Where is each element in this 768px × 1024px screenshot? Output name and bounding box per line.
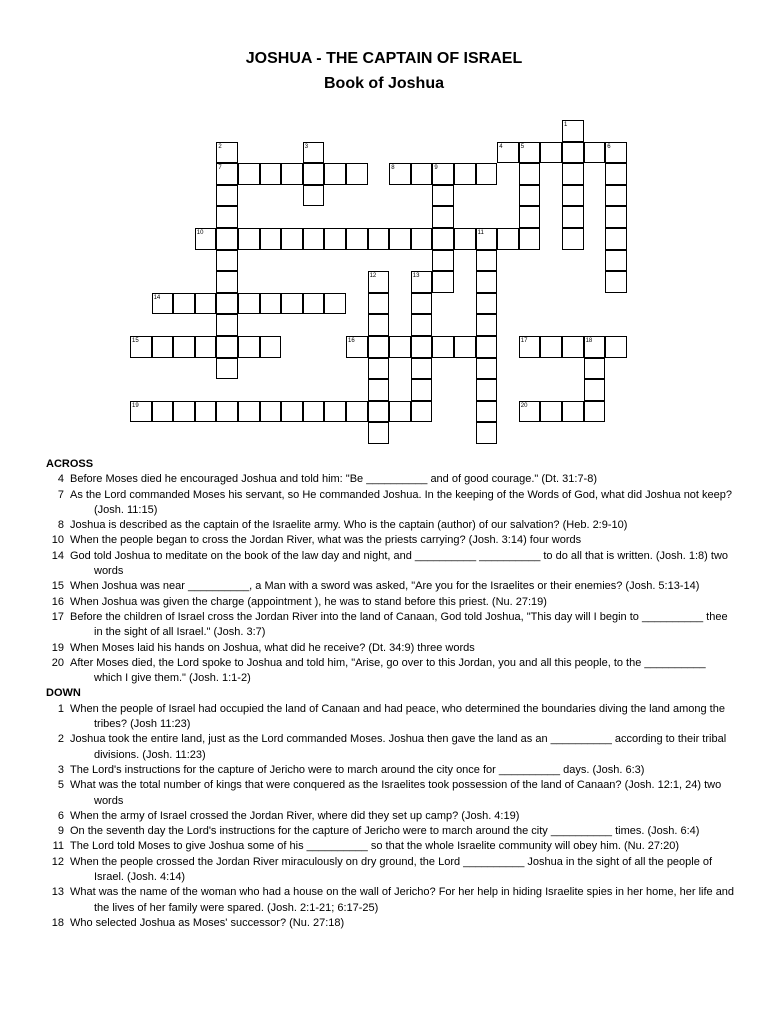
grid-cell[interactable] — [562, 185, 584, 207]
grid-cell[interactable] — [216, 250, 238, 272]
clue-text: Joshua is described as the captain of the Israelite army. Who is the captain (author) of our salvation? (Heb. 2:9-10) — [70, 519, 628, 532]
grid-number: 4 — [499, 143, 503, 150]
grid-cell[interactable] — [454, 228, 476, 250]
across-clue — [46, 641, 736, 656]
clue-text: After Moses died, the Lord spoke to Joshua and told him, "Arise, go over to this Jordan, you and all this people, to the __________ which I give them." (Josh. 1:1-2) — [70, 656, 706, 685]
grid-cell[interactable] — [324, 401, 346, 423]
grid-cell[interactable] — [389, 401, 411, 423]
grid-cell[interactable] — [432, 185, 454, 207]
down-clue — [46, 839, 736, 854]
grid-cell[interactable] — [476, 336, 498, 358]
grid-number: 6 — [607, 143, 611, 150]
grid-cell[interactable] — [411, 228, 433, 250]
grid-cell[interactable] — [368, 293, 390, 315]
grid-cell[interactable] — [454, 163, 476, 185]
grid-cell[interactable] — [216, 228, 238, 250]
grid-cell[interactable] — [540, 336, 562, 358]
grid-number: 15 — [132, 338, 139, 344]
grid-cell[interactable] — [324, 228, 346, 250]
grid-cell[interactable] — [303, 228, 325, 250]
grid-cell[interactable] — [476, 422, 498, 444]
grid-cell[interactable] — [605, 271, 627, 293]
grid-cell[interactable] — [324, 293, 346, 315]
grid-cell[interactable] — [476, 314, 498, 336]
grid-cell[interactable] — [562, 163, 584, 185]
grid-cell[interactable] — [519, 163, 541, 185]
grid-cell[interactable] — [605, 185, 627, 207]
grid-number: 3 — [304, 143, 309, 150]
clue-number: 20 — [51, 656, 64, 669]
grid-cell[interactable] — [389, 336, 411, 358]
grid-cell[interactable] — [584, 358, 606, 380]
grid-cell[interactable] — [605, 336, 627, 358]
across-clue — [46, 579, 736, 594]
grid-cell[interactable] — [260, 336, 282, 358]
grid-cell[interactable] — [368, 379, 390, 401]
clue-text: Joshua took the entire land, just as the Lord commanded Moses. Joshua then gave the land as an __________ according to their tribal divisions. (Josh. 11:23) — [70, 733, 727, 761]
across-clue — [46, 488, 736, 519]
grid-cell[interactable] — [216, 358, 238, 380]
grid-cell[interactable] — [260, 293, 282, 315]
grid-cell[interactable] — [368, 336, 390, 358]
crossword-grid — [0, 0, 768, 460]
clue-number: 9 — [57, 825, 64, 838]
grid-cell[interactable] — [432, 336, 454, 358]
grid-cell[interactable] — [584, 379, 606, 401]
grid-cell[interactable] — [195, 336, 217, 358]
clue-number: 3 — [57, 763, 64, 776]
grid-cell[interactable] — [238, 293, 260, 315]
across-clue — [46, 472, 736, 487]
grid-cell[interactable] — [562, 401, 584, 423]
grid-number: 7 — [218, 165, 222, 172]
grid-cell[interactable] — [605, 228, 627, 250]
grid-cell[interactable] — [540, 142, 562, 164]
grid-cell[interactable] — [519, 185, 541, 207]
grid-cell[interactable] — [519, 206, 541, 228]
grid-cell[interactable] — [432, 250, 454, 272]
clue-number: 13 — [51, 886, 64, 899]
clue-number: 1 — [57, 702, 64, 715]
grid-cell[interactable] — [368, 358, 390, 380]
clue-number: 10 — [51, 534, 64, 547]
grid-cell[interactable] — [497, 228, 519, 250]
clue-number: 2 — [57, 733, 64, 746]
across-heading: ACROSS — [46, 458, 94, 470]
clue-number: 7 — [57, 488, 64, 501]
clue-number: 16 — [51, 595, 64, 608]
clue-text: When the people crossed the Jordan River miraculously on dry ground, the Lord __________ Joshua in the sight of all the people of Israel. (Josh. 4:14) — [70, 855, 713, 884]
clue-number: 18 — [51, 916, 64, 929]
grid-number: 18 — [585, 338, 593, 344]
across-clue — [46, 533, 736, 548]
grid-cell[interactable] — [173, 336, 195, 358]
grid-cell[interactable] — [368, 314, 390, 336]
down-clue — [46, 916, 736, 931]
grid-cell[interactable] — [195, 293, 217, 315]
grid-number: 12 — [369, 273, 377, 280]
grid-cell[interactable] — [216, 401, 238, 423]
page-title: JOSHUA - THE CAPTAIN OF ISRAEL — [245, 50, 523, 67]
grid-cell[interactable] — [411, 293, 433, 315]
grid-cell[interactable] — [432, 206, 454, 228]
grid-number: 11 — [477, 230, 484, 236]
grid-cell[interactable] — [281, 163, 303, 185]
down-clue — [46, 702, 736, 733]
grid-cell[interactable] — [238, 401, 260, 423]
grid-cell[interactable] — [260, 228, 282, 250]
grid-cell[interactable] — [238, 163, 260, 185]
grid-cell[interactable] — [281, 228, 303, 250]
down-clue — [46, 778, 736, 809]
clue-text: Who selected Joshua as Moses' successor? (Nu. 27:18) — [70, 916, 345, 929]
grid-cell[interactable] — [584, 142, 606, 164]
clue-text: On the seventh day the Lord's instructions for the capture of Jericho were to march around the city __________ times. (Josh. 6:4) — [70, 825, 700, 838]
clue-text: When Joshua was given the charge (appointment ), he was to stand before this priest. (Nu. 27:19) — [70, 595, 547, 608]
grid-number: 2 — [218, 143, 222, 150]
grid-cell[interactable] — [238, 228, 260, 250]
grid-cell[interactable] — [540, 401, 562, 423]
clue-text: When Moses laid his hands on Joshua, what did he receive? (Dt. 34:9) three words — [70, 641, 475, 654]
clue-text: As the Lord commanded Moses his servant, so He commanded Joshua. In the keeping of the Words of God, what did Joshua not keep? (Josh. 11:15) — [70, 488, 733, 516]
grid-cell[interactable] — [476, 358, 498, 380]
grid-cell[interactable] — [411, 314, 433, 336]
clue-text: The Lord told Moses to give Joshua some of his __________ so that the whole Israelite community will obey him. (Nu. 27:20) — [70, 840, 679, 853]
clue-text: When the people began to cross the Jordan River, what was the priests carrying? (Josh. 3:14) four words — [70, 534, 582, 547]
grid-cell[interactable] — [476, 401, 498, 423]
clue-number: 19 — [51, 641, 64, 654]
clue-number: 17 — [51, 610, 64, 623]
grid-cell[interactable] — [152, 336, 174, 358]
grid-cell[interactable] — [519, 228, 541, 250]
down-clue — [46, 855, 736, 886]
grid-cell[interactable] — [476, 271, 498, 293]
down-clue — [46, 809, 736, 824]
grid-cell[interactable] — [476, 379, 498, 401]
grid-cell[interactable] — [216, 206, 238, 228]
grid-cell[interactable] — [346, 228, 368, 250]
down-clue — [46, 885, 736, 916]
grid-cell[interactable] — [281, 293, 303, 315]
down-clues — [46, 702, 736, 931]
clue-number: 11 — [52, 840, 64, 853]
clue-text: When the army of Israel crossed the Jordan River, where did they set up camp? (Josh. 4:19) — [70, 809, 520, 822]
grid-cell[interactable] — [152, 401, 174, 423]
clue-text: Before the children of Israel cross the Jordan River into the land of Canaan, God told Joshua, "This day will I begin to __________ thee in the sight of all Israel." (Josh. 3:7) — [70, 610, 728, 639]
grid-cell[interactable] — [346, 401, 368, 423]
grid-cell[interactable] — [562, 142, 584, 164]
grid-cell[interactable] — [216, 185, 238, 207]
clue-number: 5 — [57, 779, 64, 792]
grid-cell[interactable] — [605, 163, 627, 185]
grid-cell[interactable] — [303, 185, 325, 207]
grid-cell[interactable] — [303, 401, 325, 423]
grid-cell[interactable] — [216, 314, 238, 336]
grid-cell[interactable] — [173, 293, 195, 315]
clue-number: 6 — [57, 809, 64, 822]
clue-text: What was the total number of kings that were conquered as the Israelites took possession of the land of Canaan? (Josh. 12:1, 24) two words — [70, 779, 722, 807]
grid-cell[interactable] — [411, 379, 433, 401]
grid-cell[interactable] — [216, 271, 238, 293]
grid-cell[interactable] — [411, 401, 433, 423]
grid-number: 17 — [520, 338, 528, 344]
grid-number: 14 — [153, 294, 161, 301]
clue-text: What was the name of the woman who had a house on the wall of Jericho? For her help in hiding Israelite spies in her home, her life and the lives of her family were spared. (Josh. 2:1-21; 6:17-25) — [70, 886, 735, 914]
across-clues — [46, 472, 736, 686]
grid-cell[interactable] — [173, 401, 195, 423]
grid-cell[interactable] — [562, 336, 584, 358]
down-heading: DOWN — [46, 687, 81, 700]
grid-number: 10 — [196, 230, 204, 236]
page-subtitle: Book of Joshua — [323, 75, 444, 92]
grid-cell[interactable] — [411, 336, 433, 358]
across-clue — [46, 595, 736, 610]
across-clue — [46, 518, 736, 533]
grid-cell[interactable] — [411, 163, 433, 185]
grid-cell[interactable] — [260, 163, 282, 185]
clue-number: 8 — [57, 519, 64, 532]
grid-cell[interactable] — [324, 163, 346, 185]
grid-cell[interactable] — [605, 250, 627, 272]
grid-cell[interactable] — [562, 228, 584, 250]
grid-number: 1 — [564, 122, 568, 128]
grid-cell[interactable] — [476, 293, 498, 315]
grid-cell[interactable] — [476, 163, 498, 185]
grid-cell[interactable] — [303, 163, 325, 185]
grid-cell[interactable] — [432, 228, 454, 250]
grid-cell[interactable] — [368, 422, 390, 444]
across-clue — [46, 610, 736, 641]
grid-cell[interactable] — [260, 401, 282, 423]
grid-cell[interactable] — [389, 228, 411, 250]
clue-number: 4 — [57, 473, 64, 486]
grid-cell[interactable] — [562, 206, 584, 228]
grid-cell[interactable] — [476, 250, 498, 272]
grid-number: 5 — [520, 143, 525, 150]
clue-number: 12 — [51, 855, 64, 868]
grid-number: 9 — [434, 165, 438, 172]
grid-cell[interactable] — [216, 293, 238, 315]
grid-number: 19 — [132, 402, 139, 409]
grid-cell[interactable] — [368, 401, 390, 423]
grid-number: 16 — [348, 338, 355, 344]
clue-text: God told Joshua to meditate on the book of the law day and night, and __________ __________ to do all that is written. (Josh. 1:8) two words — [70, 549, 729, 578]
grid-cell[interactable] — [454, 336, 476, 358]
grid-cell[interactable] — [216, 336, 238, 358]
grid-cell[interactable] — [605, 206, 627, 228]
across-clue — [46, 549, 736, 580]
grid-cell[interactable] — [584, 401, 606, 423]
clue-number: 15 — [51, 580, 64, 593]
grid-cell[interactable] — [432, 271, 454, 293]
grid-cell[interactable] — [281, 401, 303, 423]
clue-text: When the people of Israel had occupied the land of Canaan and had peace, who determined the boundaries diving the land among the tribes? (Josh 11:23) — [70, 702, 725, 731]
clue-text: When Joshua was near __________, a Man with a sword was asked, "Are you for the Israelites or their enemies? (Josh. 5:13-14) — [70, 580, 700, 593]
grid-cell[interactable] — [368, 228, 390, 250]
grid-cell[interactable] — [303, 293, 325, 315]
down-clue — [46, 763, 736, 778]
clue-text: The Lord's instructions for the capture of Jericho were to march around the city once for __________ days. (Josh. 6:3) — [70, 763, 645, 776]
clue-number: 14 — [51, 549, 64, 562]
grid-cell[interactable] — [346, 163, 368, 185]
grid-cell[interactable] — [195, 401, 217, 423]
grid-number: 20 — [520, 402, 528, 409]
grid-number: 13 — [412, 273, 420, 280]
grid-cell[interactable] — [411, 358, 433, 380]
down-clue — [46, 732, 736, 763]
across-clue — [46, 656, 736, 687]
clue-text: Before Moses died he encouraged Joshua and told him: "Be __________ and of good courage." (Dt. 31:7-8) — [70, 473, 598, 486]
grid-number: 8 — [391, 165, 395, 172]
clue-list — [46, 457, 736, 931]
down-clue — [46, 824, 736, 839]
grid-cell[interactable] — [238, 336, 260, 358]
